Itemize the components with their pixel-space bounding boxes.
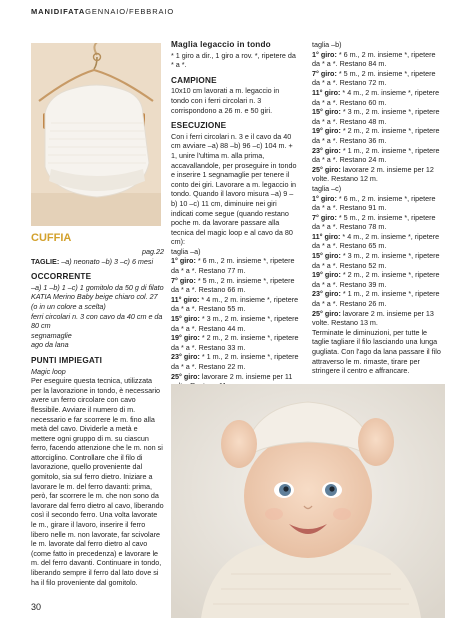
round-label: 25° giro: [312, 308, 341, 318]
finish-text: Terminate le diminuzioni, per tutte le taglie tagliare il filo lasciando una lunga gugliata. Con l'ago da lana passare il filo attraverso le m. rimaste, tirare per stringere il centro e affrancare. [312, 327, 441, 376]
materials-heading: OCCORRENTE [31, 272, 92, 282]
stitch-text: Per eseguire questa tecnica, utilizzata per la lavorazione in tondo, è necessario avere un ferro circolare con cavo flessibile. Avviare il numero di m. necessario e far scorrere le m. fino alla metà del cavo. Dividerle a metà e mettere ogni gruppo di m. su ciascun ferro, facendo attenzione che le m. non si attorciglino. Controllare che il filo di lavorazione, quello proveniente dal gomitolo, sia sul ferro dietro. Iniziare a lavorare le m. del ferro davanti: prima, però, far scorrere le m. che non sono da lavorare dal ferro dietro al cavo, liberando così il secondo ferro. Una volta lavorate le m., girare il lavoro, inserire il ferro libero nelle m. non lavorate, far scivolare le m. lavorate dal ferro dietro al cavo (come fatto in precedenza) e lavorare le m. del ferro davanti. Continuare in tondo, liberando sempre il ferro dal lato dove si ha il filo proveniente dal gomitolo. [31, 376, 164, 587]
round-line [312, 146, 445, 165]
round-text: * 3 m., 2 m. insieme *, ripetere da * a *. Restano 44 m. [171, 314, 299, 333]
round-label: 15° giro: [312, 251, 341, 261]
execution-text: Con i ferri circolari n. 3 e il cavo da 40 cm avviare –a) 88 –b) 96 –c) 104 m. + 1, unire l'ultima m. alla prima, accavallandole, per proseguire in tondo e inserire 1 segnamaglie per tenere il conto dei giri. Lavorare a m. legaccio in tondo. Quando il lavoro misura –a) 9 –b) 10 –c) 11 cm, diminuire nei giri indicati come segue (quando restano poche m. da lavorare passare alla tecnica del magic loop e al cavo da 80 cm): [171, 131, 297, 247]
round-label: 1° giro: [312, 49, 337, 59]
round-label: 15° giro: [312, 107, 341, 117]
round-text: * 4 m., 2 m. insieme *, ripetere da * a *. Restano 65 m. [312, 231, 440, 251]
round-label: 19° giro: [312, 270, 341, 280]
round-line [312, 213, 445, 232]
round-label: 19° giro: [171, 333, 200, 343]
sample-heading: CAMPIONE [171, 75, 217, 85]
round-text: * 4 m., 2 m. insieme *, ripetere da * a *. Restano 55 m. [171, 294, 299, 314]
header-issue: GENNAIO/FEBBRAIO [85, 7, 175, 16]
round-label: 11° giro: [312, 231, 341, 241]
sample-text: 10x10 cm lavorati a m. legaccio in tondo con i ferri circolari n. 3 corrispondono a 26 m. e 50 giri. [171, 86, 280, 115]
baby-photo [171, 384, 445, 618]
round-line [171, 295, 299, 314]
materials-item: segnamaglie [31, 330, 72, 340]
stitch-name: Magic loop [31, 366, 66, 376]
baby-photo-illustration [171, 384, 445, 618]
size-a-label: taglia –a) [171, 246, 201, 256]
round-text: * 1 m., 2 m. insieme *, ripetere da * a *. Restano 24 m. [312, 145, 440, 165]
round-line [312, 194, 445, 213]
round-line [171, 333, 299, 352]
round-text: * 2 m., 2 m. insieme *, ripetere da * a *. Restano 39 m. [312, 270, 440, 289]
round-text: lavorare 2 m. insieme per 12 volte. Restano 12 m. [312, 164, 434, 184]
round-line [312, 69, 445, 88]
round-label: 25° giro: [171, 371, 200, 381]
bonnet-photo [31, 43, 161, 226]
round-label: 11° giro: [312, 87, 341, 97]
round-line [312, 107, 445, 126]
round-label: 7° giro: [312, 68, 337, 78]
bonnet-photo-illustration [31, 43, 161, 226]
column-1 [31, 232, 164, 587]
round-text: * 6 m., 2 m. insieme *, ripetere da * a *. Restano 77 m. [171, 256, 295, 276]
intro-heading: Maglia legaccio in tondo [171, 40, 271, 49]
round-text: lavorare 2 m. insieme per 13 volte. Restano 13 m. [312, 308, 434, 328]
page-number: 30 [31, 602, 42, 612]
round-text: * 1 m., 2 m. insieme *, ripetere da * a *. Restano 22 m. [171, 352, 299, 371]
round-text: * 5 m., 2 m. insieme *, ripetere da * a *. Restano 66 m. [171, 275, 295, 295]
round-text: * 2 m., 2 m. insieme *, ripetere da * a *. Restano 36 m. [312, 126, 440, 145]
round-line [171, 352, 299, 371]
round-line [312, 289, 445, 308]
round-label: 15° giro: [171, 314, 200, 324]
round-label: 19° giro: [312, 126, 341, 136]
round-label: 23° giro: [312, 289, 341, 299]
round-line [312, 309, 445, 328]
round-label: 1° giro: [171, 256, 196, 266]
round-text: * 6 m., 2 m. insieme *, ripetere da * a *. Restano 91 m. [312, 193, 436, 213]
pattern-title: CUFFIA [31, 232, 72, 244]
round-line [312, 165, 445, 184]
execution-heading: ESECUZIONE [171, 121, 227, 131]
header-brand: MANIDIFATA [31, 7, 86, 16]
round-label: 23° giro: [171, 352, 200, 362]
round-text: * 6 m., 2 m. insieme *, ripetere da * a *. Restano 84 m. [312, 49, 436, 69]
round-label: 23° giro: [312, 145, 341, 155]
round-text: * 1 m., 2 m. insieme *, ripetere da * a *. Restano 26 m. [312, 289, 440, 309]
round-text: * 5 m., 2 m. insieme *, ripetere da * a *. Restano 78 m. [312, 212, 436, 232]
round-text: * 5 m., 2 m. insieme *, ripetere da * a *. Restano 72 m. [312, 68, 436, 88]
round-line [312, 270, 445, 289]
stitches-heading: PUNTI IMPIEGATI [31, 355, 103, 365]
sizes-line [31, 257, 164, 267]
round-label: 7° giro: [171, 275, 196, 285]
sizes-label: TAGLIE: [31, 256, 60, 266]
sizes-value: –a) neonato –b) 3 –c) 6 mesi [59, 256, 154, 266]
round-line [171, 314, 299, 333]
round-line [312, 251, 445, 270]
intro-text: * 1 giro a dir., 1 giro a rov. *, ripetere da * a *. [171, 50, 296, 70]
round-line [171, 276, 299, 295]
round-label: 1° giro: [312, 193, 337, 203]
size-b-label: taglia –b) [312, 40, 342, 49]
materials-item: ferri circolari n. 3 con cavo da 40 cm e da 80 cm [31, 311, 163, 331]
page-header [31, 7, 174, 16]
materials-item: –a) 1 –b) 1 –c) 1 gomitolo da 50 g di filato KATIA Merino Baby beige chiaro col. 27 (o in un colore a scelta) [31, 282, 164, 311]
materials-item: ago da lana [31, 340, 69, 350]
round-text: * 3 m., 2 m. insieme *, ripetere da * a *. Restano 52 m. [312, 251, 440, 270]
page-reference: pag.22 [142, 247, 164, 256]
round-text: lavorare 2 m. insieme per 11 [201, 371, 293, 381]
round-text: * 3 m., 2 m. insieme *, ripetere da * a *. Restano 48 m. [312, 107, 440, 126]
size-c-label: taglia –c) [312, 183, 342, 193]
round-line [312, 50, 445, 69]
round-label: 11° giro: [171, 294, 200, 304]
column-3 [312, 40, 445, 376]
round-text: * 2 m., 2 m. insieme *, ripetere da * a *. Restano 33 m. [171, 333, 299, 352]
round-label: 25° giro: [312, 164, 341, 174]
round-text: * 4 m., 2 m. insieme *, ripetere da * a *. Restano 60 m. [312, 87, 440, 107]
round-line [312, 232, 445, 251]
round-line [312, 88, 445, 107]
round-line [312, 126, 445, 145]
round-line [171, 256, 299, 275]
round-label: 7° giro: [312, 212, 337, 222]
column-2 [171, 40, 299, 391]
